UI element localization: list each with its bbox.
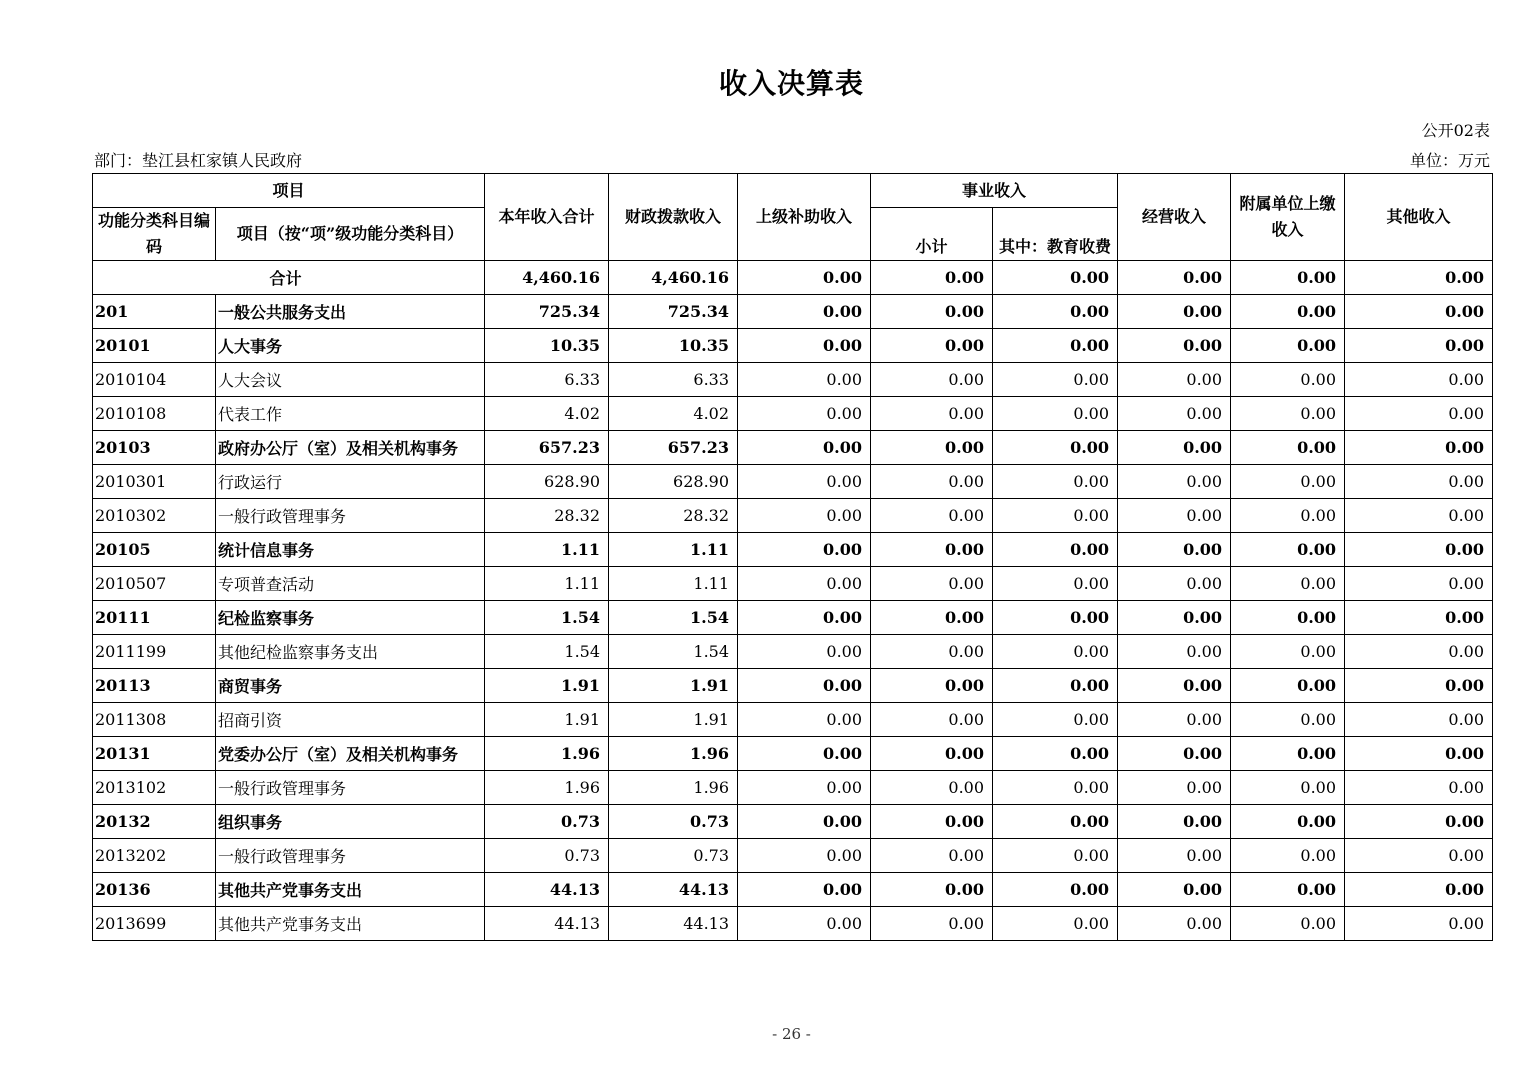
table-row	[93, 907, 1493, 941]
row-code: 20111	[93, 601, 216, 635]
row-value: 0.00	[993, 329, 1118, 363]
row-value: 0.00	[738, 873, 871, 907]
header-education: 其中：教育收费	[993, 208, 1118, 261]
row-value: 0.00	[1345, 499, 1493, 533]
row-value: 0.00	[871, 601, 993, 635]
row-value: 0.00	[738, 839, 871, 873]
row-value: 0.00	[993, 907, 1118, 941]
row-value: 0.00	[1231, 839, 1345, 873]
row-value: 0.00	[993, 737, 1118, 771]
row-value: 1.11	[485, 567, 609, 601]
row-value: 4.02	[609, 397, 738, 431]
row-value: 0.00	[1345, 669, 1493, 703]
header-other: 其他收入	[1345, 174, 1493, 261]
row-value: 725.34	[485, 295, 609, 329]
row-code: 20136	[93, 873, 216, 907]
header-subtotal: 小计	[871, 208, 993, 261]
row-name: 人大会议	[216, 363, 485, 397]
row-value: 0.00	[1231, 431, 1345, 465]
row-value: 628.90	[609, 465, 738, 499]
row-value: 1.91	[609, 703, 738, 737]
table-row	[93, 397, 1493, 431]
row-name: 代表工作	[216, 397, 485, 431]
row-value: 0.00	[993, 363, 1118, 397]
row-value: 0.73	[609, 805, 738, 839]
row-value: 0.00	[1118, 295, 1231, 329]
row-value: 0.00	[1118, 873, 1231, 907]
row-value: 0.00	[1231, 363, 1345, 397]
row-value: 0.00	[1345, 805, 1493, 839]
row-name: 统计信息事务	[216, 533, 485, 567]
table-row	[93, 805, 1493, 839]
row-value: 0.00	[738, 533, 871, 567]
row-value: 0.00	[1118, 669, 1231, 703]
row-value: 0.00	[1231, 635, 1345, 669]
header-project: 项目	[93, 174, 485, 208]
row-value: 0.00	[1345, 465, 1493, 499]
row-value: 10.35	[485, 329, 609, 363]
row-value: 1.54	[609, 635, 738, 669]
row-value: 0.00	[1118, 397, 1231, 431]
unit-label: 单位：万元	[1409, 151, 1490, 170]
row-code: 20132	[93, 805, 216, 839]
table-row	[93, 873, 1493, 907]
row-value: 0.00	[1118, 465, 1231, 499]
row-code: 2013202	[93, 839, 216, 873]
row-value: 1.54	[485, 601, 609, 635]
row-code: 20103	[93, 431, 216, 465]
row-value: 0.00	[1345, 737, 1493, 771]
row-name: 其他共产党事务支出	[216, 873, 485, 907]
row-value: 0.00	[738, 771, 871, 805]
total-cell: 0.00	[993, 261, 1118, 295]
row-value: 0.00	[1345, 635, 1493, 669]
row-value: 0.00	[993, 805, 1118, 839]
row-code: 2010104	[93, 363, 216, 397]
row-value: 1.91	[609, 669, 738, 703]
row-value: 0.73	[609, 839, 738, 873]
row-value: 725.34	[609, 295, 738, 329]
row-value: 0.73	[485, 839, 609, 873]
row-value: 0.00	[738, 499, 871, 533]
row-value: 657.23	[485, 431, 609, 465]
row-value: 0.00	[738, 295, 871, 329]
row-value: 0.00	[1231, 771, 1345, 805]
row-value: 28.32	[609, 499, 738, 533]
row-value: 0.73	[485, 805, 609, 839]
row-value: 0.00	[871, 805, 993, 839]
page-title: 收入决算表	[718, 67, 864, 100]
row-name: 政府办公厅（室）及相关机构事务	[216, 431, 485, 465]
row-name: 一般行政管理事务	[216, 499, 485, 533]
row-name: 其他共产党事务支出	[216, 907, 485, 941]
row-value: 0.00	[738, 635, 871, 669]
table-header	[93, 174, 1493, 261]
table-row	[93, 329, 1493, 363]
total-cell: 0.00	[1345, 261, 1493, 295]
row-code: 20113	[93, 669, 216, 703]
row-value: 1.54	[609, 601, 738, 635]
row-value: 0.00	[1118, 431, 1231, 465]
row-value: 0.00	[1118, 567, 1231, 601]
row-code: 20105	[93, 533, 216, 567]
header-fiscal: 财政拨款收入	[609, 174, 738, 261]
row-value: 0.00	[1118, 907, 1231, 941]
row-value: 0.00	[993, 567, 1118, 601]
row-value: 0.00	[1231, 329, 1345, 363]
row-name: 专项普查活动	[216, 567, 485, 601]
form-number: 公开02表	[1421, 121, 1490, 140]
row-value: 1.96	[609, 737, 738, 771]
row-code: 2011199	[93, 635, 216, 669]
row-name: 商贸事务	[216, 669, 485, 703]
row-value: 0.00	[1345, 703, 1493, 737]
row-value: 0.00	[1231, 499, 1345, 533]
row-value: 0.00	[1118, 703, 1231, 737]
table-row	[93, 533, 1493, 567]
row-value: 0.00	[1231, 397, 1345, 431]
row-value: 0.00	[1118, 737, 1231, 771]
department-label: 部门：垫江县杠家镇人民政府	[94, 151, 303, 170]
total-cell: 4,460.16	[485, 261, 609, 295]
row-code: 201	[93, 295, 216, 329]
row-value: 1.96	[485, 737, 609, 771]
row-value: 0.00	[738, 329, 871, 363]
row-value: 0.00	[1345, 363, 1493, 397]
row-value: 44.13	[609, 907, 738, 941]
row-value: 0.00	[1231, 601, 1345, 635]
header-total-income: 本年收入合计	[485, 174, 609, 261]
row-value: 0.00	[1231, 669, 1345, 703]
row-value: 0.00	[738, 669, 871, 703]
header-superior: 上级补助收入	[738, 174, 871, 261]
row-value: 0.00	[871, 363, 993, 397]
row-name: 纪检监察事务	[216, 601, 485, 635]
table-row	[93, 601, 1493, 635]
row-value: 0.00	[1118, 805, 1231, 839]
row-value: 0.00	[871, 465, 993, 499]
total-row	[93, 261, 1493, 295]
row-value: 1.11	[485, 533, 609, 567]
header-affiliated: 附属单位上缴收入	[1231, 174, 1345, 261]
row-name: 一般行政管理事务	[216, 839, 485, 873]
row-value: 0.00	[871, 533, 993, 567]
row-value: 0.00	[993, 397, 1118, 431]
row-code: 20131	[93, 737, 216, 771]
row-value: 0.00	[993, 601, 1118, 635]
row-value: 0.00	[871, 499, 993, 533]
table-row	[93, 669, 1493, 703]
row-value: 0.00	[1345, 771, 1493, 805]
row-value: 0.00	[871, 771, 993, 805]
header-business: 事业收入	[871, 174, 1118, 208]
row-name: 党委办公厅（室）及相关机构事务	[216, 737, 485, 771]
row-value: 0.00	[1231, 873, 1345, 907]
row-value: 0.00	[993, 873, 1118, 907]
row-value: 0.00	[871, 567, 993, 601]
row-name: 行政运行	[216, 465, 485, 499]
row-value: 0.00	[993, 839, 1118, 873]
table-row	[93, 431, 1493, 465]
row-value: 0.00	[1345, 329, 1493, 363]
row-name: 人大事务	[216, 329, 485, 363]
row-value: 0.00	[871, 431, 993, 465]
row-value: 44.13	[609, 873, 738, 907]
row-value: 0.00	[871, 703, 993, 737]
total-cell: 0.00	[1231, 261, 1345, 295]
row-value: 0.00	[1118, 771, 1231, 805]
row-value: 0.00	[1118, 329, 1231, 363]
row-value: 10.35	[609, 329, 738, 363]
row-value: 1.91	[485, 703, 609, 737]
row-value: 0.00	[871, 295, 993, 329]
row-value: 0.00	[1231, 703, 1345, 737]
header-operating: 经营收入	[1118, 174, 1231, 261]
row-value: 0.00	[738, 907, 871, 941]
row-value: 4.02	[485, 397, 609, 431]
row-value: 0.00	[871, 737, 993, 771]
row-value: 0.00	[738, 397, 871, 431]
table-row	[93, 703, 1493, 737]
row-code: 2011308	[93, 703, 216, 737]
row-value: 0.00	[871, 873, 993, 907]
row-value: 0.00	[738, 363, 871, 397]
row-name: 一般公共服务支出	[216, 295, 485, 329]
total-cell: 0.00	[1118, 261, 1231, 295]
row-value: 0.00	[993, 431, 1118, 465]
row-value: 0.00	[738, 567, 871, 601]
row-value: 1.11	[609, 567, 738, 601]
row-value: 0.00	[1231, 737, 1345, 771]
row-value: 0.00	[993, 295, 1118, 329]
row-value: 0.00	[1231, 533, 1345, 567]
row-value: 0.00	[1118, 499, 1231, 533]
table-row	[93, 635, 1493, 669]
row-value: 1.91	[485, 669, 609, 703]
total-label: 合计	[93, 261, 485, 295]
row-value: 0.00	[1118, 601, 1231, 635]
row-value: 0.00	[993, 669, 1118, 703]
row-value: 0.00	[1231, 567, 1345, 601]
row-value: 0.00	[1345, 397, 1493, 431]
table-row	[93, 839, 1493, 873]
income-table	[92, 173, 1493, 941]
row-value: 0.00	[1345, 567, 1493, 601]
total-cell: 0.00	[871, 261, 993, 295]
row-value: 1.96	[485, 771, 609, 805]
row-value: 0.00	[1345, 907, 1493, 941]
row-code: 20101	[93, 329, 216, 363]
row-value: 0.00	[1118, 533, 1231, 567]
row-value: 28.32	[485, 499, 609, 533]
row-code: 2013699	[93, 907, 216, 941]
row-code: 2010302	[93, 499, 216, 533]
row-value: 0.00	[871, 329, 993, 363]
row-value: 0.00	[1231, 907, 1345, 941]
row-value: 0.00	[871, 907, 993, 941]
row-value: 0.00	[1118, 635, 1231, 669]
page-number: - 26 -	[772, 1025, 811, 1043]
row-value: 0.00	[1118, 839, 1231, 873]
row-value: 0.00	[1345, 431, 1493, 465]
row-value: 628.90	[485, 465, 609, 499]
row-value: 0.00	[738, 805, 871, 839]
table-row	[93, 567, 1493, 601]
table-row	[93, 295, 1493, 329]
row-value: 0.00	[1345, 873, 1493, 907]
row-value: 0.00	[1118, 363, 1231, 397]
table-row	[93, 737, 1493, 771]
row-value: 0.00	[1345, 839, 1493, 873]
row-value: 1.96	[609, 771, 738, 805]
row-value: 0.00	[1345, 533, 1493, 567]
row-value: 0.00	[871, 669, 993, 703]
row-value: 44.13	[485, 873, 609, 907]
row-code: 2013102	[93, 771, 216, 805]
row-value: 0.00	[871, 397, 993, 431]
header-name: 项目（按“项”级功能分类科目）	[216, 208, 485, 261]
row-code: 2010108	[93, 397, 216, 431]
table-body	[93, 261, 1493, 941]
table-row	[93, 499, 1493, 533]
row-value: 6.33	[485, 363, 609, 397]
row-value: 6.33	[609, 363, 738, 397]
row-value: 0.00	[738, 737, 871, 771]
row-value: 0.00	[1231, 295, 1345, 329]
row-value: 0.00	[993, 703, 1118, 737]
total-cell: 0.00	[738, 261, 871, 295]
table-row	[93, 465, 1493, 499]
row-value: 0.00	[738, 465, 871, 499]
row-value: 0.00	[993, 465, 1118, 499]
row-value: 0.00	[1345, 601, 1493, 635]
row-value: 1.54	[485, 635, 609, 669]
row-value: 0.00	[1231, 805, 1345, 839]
table-row	[93, 363, 1493, 397]
row-value: 0.00	[871, 839, 993, 873]
row-value: 1.11	[609, 533, 738, 567]
row-value: 0.00	[993, 771, 1118, 805]
row-name: 一般行政管理事务	[216, 771, 485, 805]
row-value: 44.13	[485, 907, 609, 941]
row-name: 招商引资	[216, 703, 485, 737]
row-value: 0.00	[993, 533, 1118, 567]
row-value: 0.00	[738, 703, 871, 737]
row-name: 其他纪检监察事务支出	[216, 635, 485, 669]
row-value: 0.00	[871, 635, 993, 669]
total-cell: 4,460.16	[609, 261, 738, 295]
row-value: 0.00	[993, 499, 1118, 533]
row-name: 组织事务	[216, 805, 485, 839]
row-code: 2010301	[93, 465, 216, 499]
row-value: 0.00	[1231, 465, 1345, 499]
row-value: 0.00	[1345, 295, 1493, 329]
row-value: 0.00	[738, 601, 871, 635]
header-code: 功能分类科目编码	[93, 208, 216, 261]
row-value: 0.00	[738, 431, 871, 465]
row-code: 2010507	[93, 567, 216, 601]
row-value: 657.23	[609, 431, 738, 465]
table-row	[93, 771, 1493, 805]
row-value: 0.00	[993, 635, 1118, 669]
